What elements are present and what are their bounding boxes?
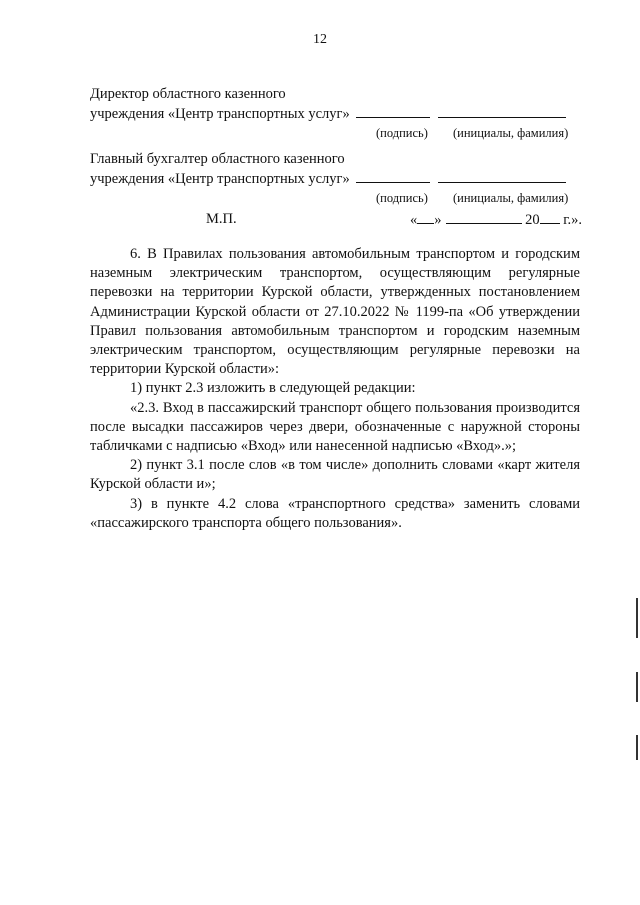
date-open-quote: «: [410, 212, 418, 228]
accountant-captions: [90, 189, 575, 205]
director-caption-signature: (подпись): [376, 126, 428, 140]
accountant-title-line2-text: учреждения «Центр транспортных услуг»: [90, 171, 350, 187]
accountant-title-line2: [90, 169, 575, 189]
scan-edge-mark: [636, 598, 638, 638]
date-close-quote: »: [434, 212, 442, 228]
accountant-signature-block: [90, 150, 575, 205]
director-title-line2-text: учреждения «Центр транспортных услуг»: [90, 106, 350, 122]
paragraph-subitem-2: 2) пункт 3.1 после слов «в том числе» дополнить словами «карт жителя Курской области и»;: [90, 457, 580, 493]
director-title-line1: Директор областного казенного: [90, 86, 286, 102]
director-caption-name: (инициалы, фамилия): [453, 126, 569, 140]
scan-edge-mark: [636, 735, 638, 760]
accountant-name-field[interactable]: [438, 169, 566, 183]
paragraph-subitem-3: 3) в пункте 4.2 слова «транспортного средства» заменить словами «пассажирского транспорта общего пользования».: [90, 495, 580, 531]
paragraph-subitem-1: 1) пункт 2.3 изложить в следующей редакции:: [130, 380, 416, 397]
date-month-field[interactable]: [446, 211, 522, 224]
date-year-suffix: г.».: [563, 212, 583, 228]
director-name-field[interactable]: [438, 104, 566, 118]
paragraph-quote-2-3: «2.3. Вход в пассажирский транспорт общего пользования производится после высадки пассажиров через двери, обозначенные с наружной стороны табличками с надписью «Вход» или нанесенной надписью «Вход».»;: [90, 399, 580, 455]
director-title-line2: [90, 104, 575, 124]
scan-edge-mark: [636, 672, 638, 702]
stamp-place-label: М.П.: [206, 211, 237, 227]
director-signature-block: [90, 85, 575, 140]
accountant-caption-signature: (подпись): [376, 191, 428, 205]
date-day-field[interactable]: [417, 211, 434, 224]
accountant-signature-field[interactable]: [356, 169, 430, 183]
date-year-field[interactable]: [540, 211, 560, 224]
accountant-caption-name: (инициалы, фамилия): [453, 191, 569, 205]
amendment-text: [90, 245, 580, 533]
accountant-title-line1: Главный бухгалтер областного казенного: [90, 151, 345, 167]
date-line: [410, 211, 582, 229]
page-number: 12: [313, 32, 327, 47]
date-year-prefix: 20: [525, 212, 540, 228]
paragraph-item-6: 6. В Правилах пользования автомобильным транспортом и городским наземным электрическим транспортом, осуществляющим регулярные перевозки на территории Курской области, утвержденных постановлением Администрации Курской области от 27.10.2022 № 1199-па «Об утверждении Правил пользования автомобильным транспортом и городским наземным электрическим транспортом, осуществляющим регулярные перевозки на территории Курской области»:: [90, 246, 580, 378]
director-signature-field[interactable]: [356, 104, 430, 118]
director-captions: [90, 124, 575, 140]
